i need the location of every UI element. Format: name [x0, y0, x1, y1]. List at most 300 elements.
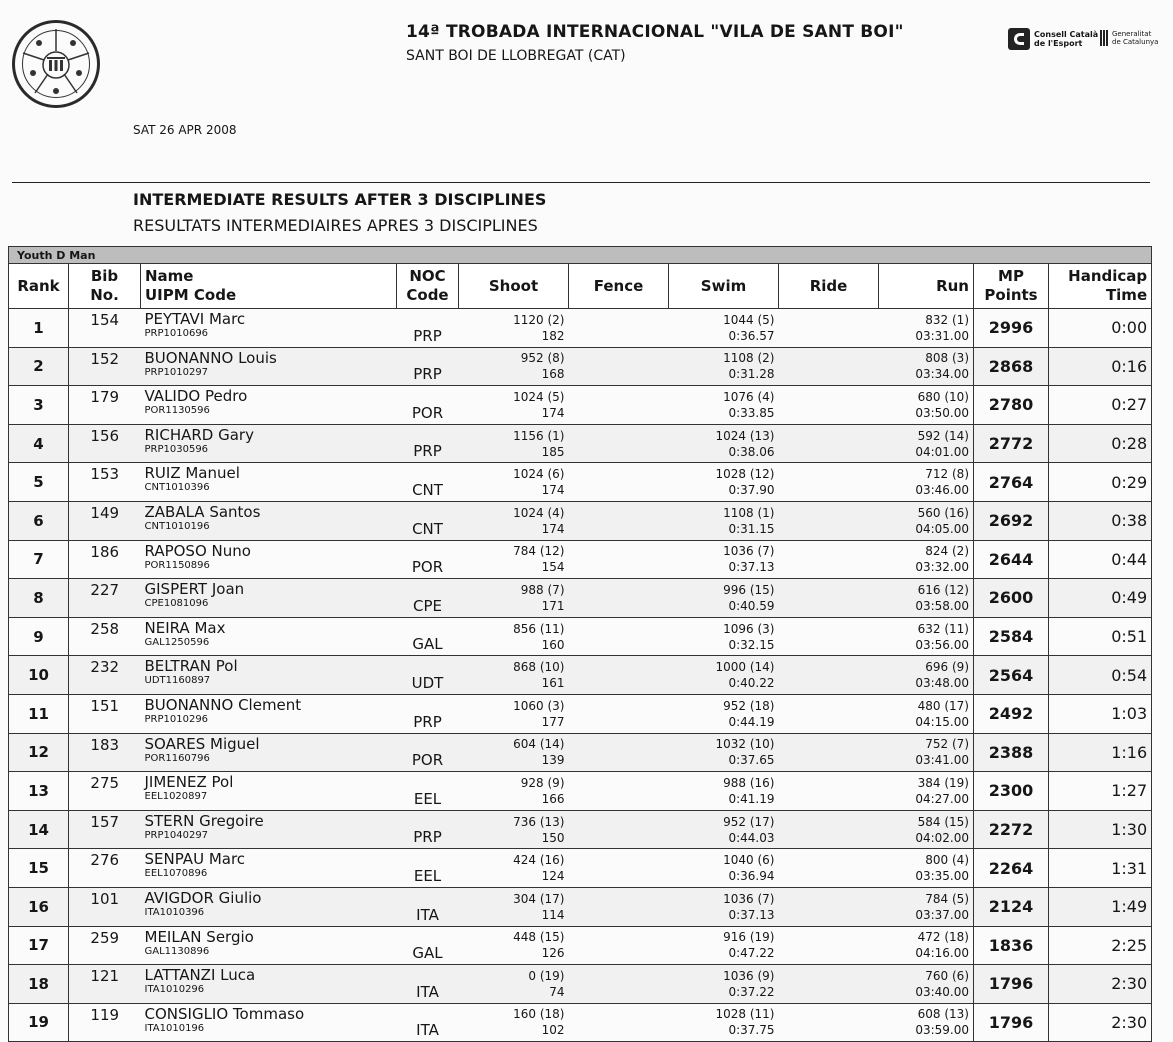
shoot-cell — [459, 424, 569, 463]
col-shoot: Shoot — [459, 264, 569, 309]
shoot-cell — [459, 656, 569, 695]
ride-cell — [779, 309, 879, 348]
results-body — [9, 309, 1152, 1042]
run-points: 800 (4) — [925, 853, 969, 868]
fence-cell — [569, 579, 669, 618]
sponsor-consell-catala — [1008, 28, 1098, 50]
ride-cell — [779, 887, 879, 926]
consell-catala-logo-icon — [1008, 28, 1030, 50]
run-time: 04:05.00 — [915, 521, 969, 536]
athlete-cell — [141, 463, 397, 502]
run-time: 03:46.00 — [915, 483, 969, 498]
run-time: 03:58.00 — [915, 598, 969, 613]
swim-cell — [669, 463, 779, 502]
noc-cell: PRP — [397, 810, 459, 849]
noc-cell: PRP — [397, 347, 459, 386]
fence-cell — [569, 424, 669, 463]
shoot-points: 736 (13) — [513, 814, 565, 829]
shoot-result: 171 — [541, 598, 565, 613]
run-cell — [879, 579, 974, 618]
run-cell — [879, 772, 974, 811]
mp-points-cell: 2868 — [974, 347, 1049, 386]
noc-cell: EEL — [397, 849, 459, 888]
shoot-points: 1060 (3) — [513, 698, 565, 713]
table-row — [9, 540, 1152, 579]
run-cell — [879, 656, 974, 695]
handicap-time-cell: 0:00 — [1049, 309, 1152, 348]
table-row — [9, 386, 1152, 425]
athlete-cell — [141, 1003, 397, 1042]
mp-points-cell: 2564 — [974, 656, 1049, 695]
rank-cell: 19 — [9, 1003, 69, 1042]
run-time: 04:15.00 — [915, 714, 969, 729]
swim-points: 1036 (7) — [723, 544, 775, 559]
shoot-cell — [459, 1003, 569, 1042]
col-noc: NOC Code — [397, 264, 459, 309]
run-time: 03:35.00 — [915, 869, 969, 884]
uipm-code: POR1130596 — [144, 405, 210, 417]
ride-cell — [779, 463, 879, 502]
run-cell — [879, 540, 974, 579]
mp-points-cell: 2272 — [974, 810, 1049, 849]
table-header-row — [9, 264, 1152, 309]
run-points: 384 (19) — [917, 775, 969, 790]
shoot-points: 304 (17) — [513, 891, 565, 906]
fence-cell — [569, 965, 669, 1004]
sponsor1-line2: de l'Esport — [1034, 39, 1083, 48]
rank-cell: 12 — [9, 733, 69, 772]
run-points: 480 (17) — [917, 698, 969, 713]
fence-cell — [569, 540, 669, 579]
rank-cell: 8 — [9, 579, 69, 618]
shoot-result: 74 — [549, 984, 565, 999]
noc-cell: PRP — [397, 424, 459, 463]
swim-points: 1024 (13) — [715, 428, 775, 443]
shoot-result: 124 — [541, 869, 565, 884]
shoot-points: 928 (9) — [520, 775, 565, 790]
noc-cell: POR — [397, 386, 459, 425]
shoot-result: 174 — [541, 483, 565, 498]
run-cell — [879, 617, 974, 656]
table-row — [9, 772, 1152, 811]
swim-cell — [669, 501, 779, 540]
mp-points-cell: 2996 — [974, 309, 1049, 348]
mp-points-cell: 2584 — [974, 617, 1049, 656]
mp-points-cell: 2772 — [974, 424, 1049, 463]
uipm-code: POR1160796 — [144, 752, 210, 764]
swim-points: 1096 (3) — [723, 621, 775, 636]
swim-time: 0:37.75 — [728, 1023, 775, 1038]
athlete-cell — [141, 772, 397, 811]
swim-cell — [669, 849, 779, 888]
ride-cell — [779, 424, 879, 463]
table-row — [9, 617, 1152, 656]
run-time: 03:59.00 — [915, 1023, 969, 1038]
fence-cell — [569, 810, 669, 849]
bib-cell: 276 — [69, 849, 141, 888]
athlete-name: PEYTAVI Marc — [144, 310, 246, 328]
bib-cell: 149 — [69, 501, 141, 540]
noc-cell: PRP — [397, 694, 459, 733]
sponsor2-line1: Generalitat — [1112, 30, 1152, 38]
noc-cell: CNT — [397, 463, 459, 502]
run-cell — [879, 424, 974, 463]
mp-points-cell: 2492 — [974, 694, 1049, 733]
swim-points: 916 (19) — [723, 930, 775, 945]
athlete-name: LATTANZI Luca — [144, 966, 256, 985]
table-row — [9, 579, 1152, 618]
rank-cell: 13 — [9, 772, 69, 811]
rank-cell: 1 — [9, 309, 69, 348]
shoot-points: 1024 (4) — [513, 505, 565, 520]
shoot-result: 174 — [541, 405, 565, 420]
results-table — [8, 246, 1152, 1042]
athlete-cell — [141, 386, 397, 425]
athlete-name: BUONANNO Clement — [144, 695, 302, 714]
run-time: 03:32.00 — [915, 560, 969, 575]
run-time: 04:27.00 — [915, 791, 969, 806]
athlete-name: BUONANNO Louis — [144, 348, 277, 367]
mp-points-cell: 2764 — [974, 463, 1049, 502]
bib-cell: 156 — [69, 424, 141, 463]
run-points: 584 (15) — [917, 814, 969, 829]
run-time: 03:34.00 — [915, 367, 969, 382]
uipm-code: PRP1010297 — [144, 366, 209, 378]
fence-cell — [569, 772, 669, 811]
swim-time: 0:33.85 — [728, 405, 775, 420]
athlete-cell — [141, 694, 397, 733]
bib-cell: 151 — [69, 694, 141, 733]
shoot-result: 150 — [541, 830, 565, 845]
athlete-cell — [141, 617, 397, 656]
run-cell — [879, 309, 974, 348]
swim-time: 0:37.90 — [728, 483, 775, 498]
handicap-time-cell: 0:27 — [1049, 386, 1152, 425]
ride-cell — [779, 617, 879, 656]
athlete-name: RICHARD Gary — [144, 425, 254, 444]
fence-cell — [569, 733, 669, 772]
mp-points-cell: 2300 — [974, 772, 1049, 811]
athlete-name: AVIGDOR Giulio — [144, 888, 262, 907]
noc-cell: POR — [397, 540, 459, 579]
swim-points: 1040 (6) — [723, 853, 775, 868]
col-rank: Rank — [9, 264, 69, 309]
rank-cell: 10 — [9, 656, 69, 695]
uipm-code: CNT1010396 — [144, 482, 210, 494]
run-time: 03:40.00 — [915, 984, 969, 999]
bib-cell: 186 — [69, 540, 141, 579]
run-time: 04:02.00 — [915, 830, 969, 845]
uipm-code: PRP1010696 — [144, 328, 209, 339]
swim-points: 952 (17) — [723, 814, 775, 829]
swim-time: 0:36.57 — [728, 328, 775, 343]
run-cell — [879, 926, 974, 965]
run-cell — [879, 694, 974, 733]
table-row — [9, 501, 1152, 540]
swim-cell — [669, 347, 779, 386]
ride-cell — [779, 1003, 879, 1042]
fence-cell — [569, 347, 669, 386]
swim-time: 0:37.65 — [728, 753, 775, 768]
athlete-name: VALIDO Pedro — [144, 387, 248, 406]
run-cell — [879, 887, 974, 926]
athlete-cell — [141, 540, 397, 579]
results-title-ca: RESULTATS INTERMEDIAIRES APRES 3 DISCIPLINES — [133, 216, 538, 235]
shoot-result: 139 — [541, 753, 565, 768]
ride-cell — [779, 347, 879, 386]
bib-cell: 179 — [69, 386, 141, 425]
handicap-time-cell: 0:16 — [1049, 347, 1152, 386]
col-ride: Ride — [779, 264, 879, 309]
shoot-cell — [459, 347, 569, 386]
shoot-cell — [459, 617, 569, 656]
swim-points: 1108 (1) — [723, 505, 775, 520]
noc-cell: GAL — [397, 617, 459, 656]
col-swim: Swim — [669, 264, 779, 309]
athlete-cell — [141, 424, 397, 463]
shoot-points: 784 (12) — [513, 544, 565, 559]
mp-points-cell: 2264 — [974, 849, 1049, 888]
swim-cell — [669, 810, 779, 849]
swim-time: 0:31.15 — [728, 521, 775, 536]
run-points: 760 (6) — [925, 968, 969, 983]
swim-cell — [669, 772, 779, 811]
rank-cell: 18 — [9, 965, 69, 1004]
uipm-code: GAL1250596 — [144, 636, 210, 648]
bib-cell: 101 — [69, 887, 141, 926]
handicap-time-cell: 0:29 — [1049, 463, 1152, 502]
swim-points: 1044 (5) — [723, 312, 775, 327]
swim-points: 1032 (10) — [715, 737, 775, 752]
uipm-code: UDT1160897 — [144, 675, 211, 687]
fence-cell — [569, 501, 669, 540]
generalitat-logo-icon — [1100, 30, 1109, 46]
run-cell — [879, 501, 974, 540]
athlete-cell — [141, 810, 397, 849]
bib-cell: 154 — [69, 309, 141, 348]
uipm-code: EEL1070896 — [144, 868, 208, 880]
fence-cell — [569, 656, 669, 695]
run-cell — [879, 810, 974, 849]
run-points: 832 (1) — [925, 312, 969, 327]
athlete-cell — [141, 309, 397, 348]
swim-points: 1036 (9) — [723, 968, 775, 983]
run-time: 04:01.00 — [915, 444, 969, 459]
table-row — [9, 849, 1152, 888]
swim-time: 0:38.06 — [728, 444, 775, 459]
mp-points-cell: 2388 — [974, 733, 1049, 772]
shoot-points: 1156 (1) — [513, 428, 565, 443]
athlete-name: NEIRA Max — [144, 618, 226, 637]
swim-time: 0:37.13 — [728, 907, 775, 922]
rank-cell: 2 — [9, 347, 69, 386]
table-row — [9, 694, 1152, 733]
shoot-cell — [459, 540, 569, 579]
noc-cell: CNT — [397, 501, 459, 540]
athlete-cell — [141, 579, 397, 618]
athlete-cell — [141, 347, 397, 386]
bib-cell: 121 — [69, 965, 141, 1004]
bib-cell: 152 — [69, 347, 141, 386]
shoot-cell — [459, 772, 569, 811]
athlete-cell — [141, 656, 397, 695]
ride-cell — [779, 772, 879, 811]
handicap-time-cell: 2:30 — [1049, 965, 1152, 1004]
sponsor1-line1: Consell Català — [1034, 30, 1099, 39]
run-time: 03:41.00 — [915, 753, 969, 768]
mp-points-cell: 1836 — [974, 926, 1049, 965]
noc-cell: ITA — [397, 965, 459, 1004]
fence-cell — [569, 926, 669, 965]
rank-cell: 14 — [9, 810, 69, 849]
shoot-cell — [459, 926, 569, 965]
col-mp-points: MP Points — [974, 264, 1049, 309]
shoot-points: 988 (7) — [520, 582, 565, 597]
athlete-cell — [141, 965, 397, 1004]
handicap-time-cell: 1:49 — [1049, 887, 1152, 926]
athlete-cell — [141, 887, 397, 926]
fence-cell — [569, 463, 669, 502]
mp-points-cell: 2780 — [974, 386, 1049, 425]
uipm-code: CPE1081096 — [144, 598, 209, 610]
shoot-result: 174 — [541, 521, 565, 536]
bib-cell: 259 — [69, 926, 141, 965]
ride-cell — [779, 579, 879, 618]
ride-cell — [779, 656, 879, 695]
uipm-code: ITA1010296 — [144, 984, 205, 996]
run-points: 784 (5) — [925, 891, 969, 906]
shoot-result: 126 — [541, 946, 565, 961]
ride-cell — [779, 386, 879, 425]
ride-cell — [779, 965, 879, 1004]
athlete-name: CONSIGLIO Tommaso — [144, 1004, 305, 1023]
swim-time: 0:47.22 — [728, 946, 775, 961]
athlete-name: JIMENEZ Pol — [144, 773, 234, 792]
athlete-name: RUIZ Manuel — [144, 464, 240, 483]
mp-points-cell: 1796 — [974, 1003, 1049, 1042]
shoot-points: 952 (8) — [520, 351, 565, 366]
shoot-cell — [459, 694, 569, 733]
shoot-result: 177 — [541, 714, 565, 729]
fence-cell — [569, 617, 669, 656]
athlete-cell — [141, 849, 397, 888]
swim-points: 1000 (14) — [715, 660, 775, 675]
handicap-time-cell: 0:49 — [1049, 579, 1152, 618]
swim-cell — [669, 887, 779, 926]
run-time: 03:48.00 — [915, 676, 969, 691]
swim-points: 1108 (2) — [723, 351, 775, 366]
category-label: Youth D Man — [9, 247, 1152, 264]
swim-time: 0:44.03 — [728, 830, 775, 845]
rank-cell: 4 — [9, 424, 69, 463]
col-fence: Fence — [569, 264, 669, 309]
noc-cell: ITA — [397, 1003, 459, 1042]
rank-cell: 9 — [9, 617, 69, 656]
swim-time: 0:32.15 — [728, 637, 775, 652]
shoot-points: 448 (15) — [513, 930, 565, 945]
swim-cell — [669, 579, 779, 618]
col-run: Run — [879, 264, 974, 309]
run-points: 696 (9) — [925, 660, 969, 675]
table-row — [9, 309, 1152, 348]
shoot-result: 166 — [541, 791, 565, 806]
uipm-code: CNT1010196 — [144, 520, 210, 532]
mp-points-cell: 2692 — [974, 501, 1049, 540]
noc-cell: ITA — [397, 887, 459, 926]
table-row — [9, 926, 1152, 965]
ride-cell — [779, 926, 879, 965]
swim-points: 996 (15) — [723, 582, 775, 597]
athlete-name: SENPAU Marc — [144, 850, 246, 869]
swim-time: 0:37.22 — [728, 984, 775, 999]
athlete-name: STERN Gregoire — [144, 811, 264, 830]
table-row — [9, 965, 1152, 1004]
run-cell — [879, 733, 974, 772]
competition-date: SAT 26 APR 2008 — [133, 123, 237, 137]
athlete-cell — [141, 501, 397, 540]
swim-cell — [669, 694, 779, 733]
bib-cell: 153 — [69, 463, 141, 502]
federation-logo — [12, 20, 100, 108]
athlete-name: BELTRAN Pol — [144, 657, 238, 676]
shoot-cell — [459, 463, 569, 502]
run-time: 04:16.00 — [915, 946, 969, 961]
run-cell — [879, 347, 974, 386]
run-points: 752 (7) — [925, 737, 969, 752]
run-time: 03:31.00 — [915, 328, 969, 343]
fence-cell — [569, 887, 669, 926]
bib-cell: 183 — [69, 733, 141, 772]
table-row — [9, 733, 1152, 772]
athlete-cell — [141, 926, 397, 965]
run-time: 03:56.00 — [915, 637, 969, 652]
bib-cell: 157 — [69, 810, 141, 849]
swim-points: 1028 (12) — [715, 467, 775, 482]
handicap-time-cell: 0:28 — [1049, 424, 1152, 463]
athlete-name: GISPERT Joan — [144, 580, 245, 599]
handicap-time-cell: 2:25 — [1049, 926, 1152, 965]
shoot-points: 1024 (6) — [513, 467, 565, 482]
mp-points-cell: 2124 — [974, 887, 1049, 926]
shoot-points: 604 (14) — [513, 737, 565, 752]
handicap-time-cell: 2:30 — [1049, 1003, 1152, 1042]
swim-cell — [669, 965, 779, 1004]
shoot-result: 160 — [541, 637, 565, 652]
athlete-name: SOARES Miguel — [144, 734, 260, 753]
athlete-cell — [141, 733, 397, 772]
swim-time: 0:41.19 — [728, 791, 775, 806]
bib-cell: 232 — [69, 656, 141, 695]
table-row — [9, 656, 1152, 695]
rank-cell: 11 — [9, 694, 69, 733]
athlete-name: ZABALA Santos — [144, 502, 261, 521]
swim-time: 0:40.59 — [728, 598, 775, 613]
noc-cell: POR — [397, 733, 459, 772]
ride-cell — [779, 540, 879, 579]
run-time: 03:50.00 — [915, 405, 969, 420]
fence-cell — [569, 309, 669, 348]
run-points: 616 (12) — [917, 582, 969, 597]
swim-time: 0:36.94 — [728, 869, 775, 884]
fence-cell — [569, 849, 669, 888]
sponsor2-line2: de Catalunya — [1112, 38, 1159, 46]
event-location: SANT BOI DE LLOBREGAT (CAT) — [406, 48, 626, 64]
mp-points-cell: 2600 — [974, 579, 1049, 618]
fence-cell — [569, 386, 669, 425]
uipm-code: POR1150896 — [144, 559, 210, 571]
shoot-cell — [459, 887, 569, 926]
uipm-code: PRP1040297 — [144, 829, 209, 841]
